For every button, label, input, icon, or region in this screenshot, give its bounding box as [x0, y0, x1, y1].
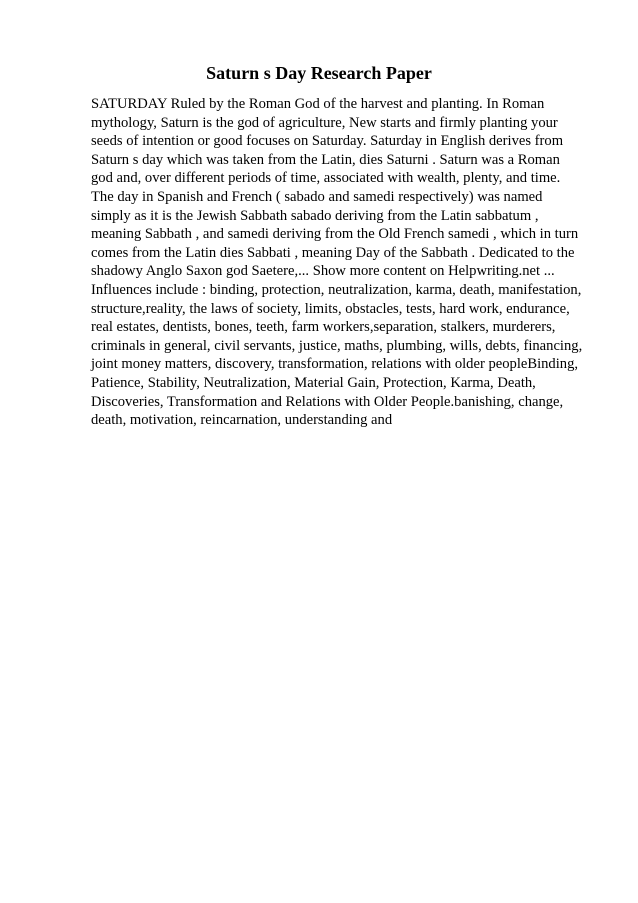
- text-line: death, motivation, reincarnation, understanding and: [91, 412, 393, 429]
- text-line: god and, over different periods of time, associated with wealth, plenty, and time.: [91, 170, 561, 187]
- text-line: criminals in general, civil servants, justice, maths, plumbing, wills, debts, financing,: [91, 337, 583, 354]
- text-line: Discoveries, Transformation and Relations with Older People.banishing, change,: [91, 393, 564, 410]
- text-line: joint money matters, discovery, transformation, relations with older peopleBinding,: [91, 356, 579, 373]
- page-title: Saturn s Day Research Paper: [206, 63, 432, 83]
- text-line: simply as it is the Jewish Sabbath sabado deriving from the Latin sabbatum ,: [91, 207, 539, 224]
- text-line: comes from the Latin dies Sabbati , meaning Day of the Sabbath . Dedicated to the: [91, 244, 575, 261]
- text-line: SATURDAY Ruled by the Roman God of the harvest and planting. In Roman: [91, 96, 545, 112]
- text-line: seeds of intention or good focuses on Saturday. Saturday in English derives from: [91, 133, 564, 150]
- text-line: The day in Spanish and French ( sabado and samedi respectively) was named: [91, 188, 543, 205]
- text-line: structure,reality, the laws of society, limits, obstacles, tests, hard work, endurance,: [91, 300, 570, 317]
- text-line: mythology, Saturn is the god of agriculture, New starts and firmly planting your: [91, 114, 558, 131]
- body-paragraph: [91, 95, 581, 430]
- text-line: Influences include : binding, protection, neutralization, karma, death, manifestation,: [91, 281, 582, 298]
- text-line: meaning Sabbath , and samedi deriving from the Old French samedi , which in turn: [91, 226, 579, 243]
- text-line: shadowy Anglo Saxon god Saetere,... Show more content on Helpwriting.net ...: [91, 263, 555, 280]
- text-line: real estates, dentists, bones, teeth, farm workers,separation, stalkers, murderers,: [91, 319, 556, 336]
- text-line: Saturn s day which was taken from the Latin, dies Saturni . Saturn was a Roman: [91, 151, 560, 168]
- text-line: Patience, Stability, Neutralization, Material Gain, Protection, Karma, Death,: [91, 374, 536, 391]
